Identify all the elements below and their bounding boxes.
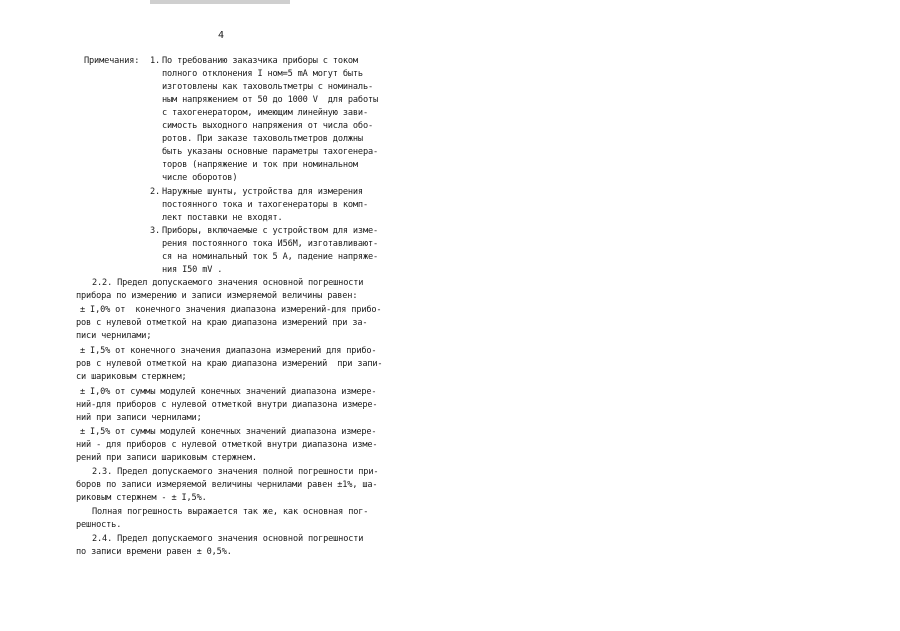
note-line: Наружные шунты, устройства для измерения: [162, 187, 363, 197]
body-line: 2.3. Предел допускаемого значения полной погрешности при-: [92, 467, 379, 477]
body-line: решность.: [76, 520, 122, 530]
notes-label: Примечания:: [84, 56, 140, 66]
note-line: быть указаны основные параметры тахогенера-: [162, 147, 379, 157]
body-line: прибора по измерению и записи измеряемой величины равен:: [76, 291, 358, 301]
body-line: писи чернилами;: [76, 331, 152, 341]
body-line: ± I,0% от конечного значения диапазона измерений-для прибо-: [80, 305, 382, 315]
body-line: си шариковым стержнем;: [76, 372, 187, 382]
note-line: полного отклонения I ном=5 mA могут быть: [162, 69, 363, 79]
body-line: по записи времени равен ± 0,5%.: [76, 547, 232, 557]
note-line: симость выходного напряжения от числа обо-: [162, 121, 374, 131]
body-line: ний при записи чернилами;: [76, 413, 202, 423]
body-line: 2.4. Предел допускаемого значения основной погрешности: [92, 534, 364, 544]
body-line: ± I,0% от суммы модулей конечных значений диапазона измере-: [80, 387, 377, 397]
note-line: торов (напряжение и ток при номинальном: [162, 160, 358, 170]
body-line: ний-для приборов с нулевой отметкой внутри диапазона измере-: [76, 400, 378, 410]
note-line: с тахогенератором, имеющим линейную зави-: [162, 108, 368, 118]
body-line: ров с нулевой отметкой на краю диапазона измерений при за-: [76, 318, 368, 328]
body-line: ± I,5% от суммы модулей конечных значений диапазона измере-: [80, 427, 377, 437]
body-line: ± I,5% от конечного значения диапазона измерений для прибо-: [80, 346, 377, 356]
note-line: изготовлены как таховольтметры с номиналь-: [162, 82, 374, 92]
note-line: ния I50 mV .: [162, 265, 223, 275]
note-line: ся на номинальный ток 5 А, падение напряже-: [162, 252, 379, 262]
note-line: постоянного тока и тахогенераторы в комп-: [162, 200, 368, 210]
body-line: ров с нулевой отметкой на краю диапазона измерений при запи-: [76, 359, 383, 369]
note-line: Приборы, включаемые с устройством для изме-: [162, 226, 379, 236]
note-number: 1.: [150, 56, 161, 66]
body-line: Полная погрешность выражается так же, как основная пог-: [92, 507, 369, 517]
body-line: 2.2. Предел допускаемого значения основной погрешности: [92, 278, 364, 288]
body-line: рений при записи шариковым стержнем.: [76, 453, 257, 463]
body-line: боров по записи измеряемой величины чернилами равен ±1%, ша-: [76, 480, 378, 490]
body-line: ний - для приборов с нулевой отметкой внутри диапазона изме-: [76, 440, 378, 450]
note-number: 2.: [150, 187, 161, 197]
scan-edge-mark: [150, 0, 290, 4]
note-line: ным напряжением от 50 до 1000 V для работы: [162, 95, 379, 105]
note-line: По требованию заказчика приборы с током: [162, 56, 358, 66]
note-number: 3.: [150, 226, 161, 236]
page-number: 4: [218, 30, 225, 41]
note-line: рения постоянного тока И56М, изготавливают-: [162, 239, 379, 249]
note-line: числе оборотов): [162, 173, 238, 183]
note-line: ротов. При заказе таховольтметров должны: [162, 134, 363, 144]
note-line: лект поставки не входят.: [162, 213, 283, 223]
body-line: риковым стержнем - ± I,5%.: [76, 493, 207, 503]
